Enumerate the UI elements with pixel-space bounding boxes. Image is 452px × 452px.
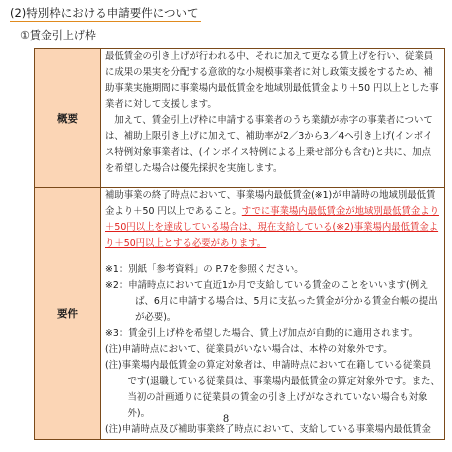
requirements-intro — [105, 188, 440, 252]
note-6: (注)申請時点及び補助事業終了時点において、支給している事業場内最低賃金 — [105, 424, 431, 435]
note-5: (注)事業場内最低賃金の算定対象者は、申請時点において在籍している従業員です(退職している従業員は、事業場内最低賃金の算定対象外です。また、当初の計画通りに従業員の賃金の引き上げがなされていない場合も対象外)。 — [105, 360, 440, 419]
section-title: (2)特別枠における申請要件について — [10, 6, 199, 20]
note-1: ※1：別紙「参考資料」の P.7を参照ください。 — [105, 264, 304, 275]
page-number: 8 — [222, 414, 230, 425]
requirements-label: 要件 — [35, 188, 101, 440]
requirements-intro-text: 補助事業の終了時点において、事業場内最低賃金(※1)が申請時の地域別最低賃金より＋50 円以上であること。 — [105, 190, 436, 217]
note-4: (注)申請時点において、従業員がいない場合は、本枠の対象外です。 — [105, 344, 393, 355]
overview-label: 概要 — [35, 49, 101, 188]
spacer — [105, 252, 440, 262]
table-row-requirements — [35, 188, 445, 440]
overview-paragraph-1: 最低賃金の引き上げが行われる中、それに加えて更なる賃上げを行い、従業員に成果の果実を分配する意欲的な小規模事業者に対し政策支援をするため、補助事業実施期間に事業場内最低賃金を地域別最低賃金より＋50 円以上とした事業者に対して支援します。 — [105, 51, 439, 110]
overview-content — [101, 49, 445, 188]
requirements-emphasis-text: すでに事業場内最低賃金が地域別最低賃金より＋50円以上を達成している場合は、現在支給している(※2)事業場内最低賃金より＋50円以上とする必要があります。 — [105, 206, 439, 249]
note-2: ※2：申請時点において直近1か月で支給している賃金のことをいいます(例えば、6月に申請する場合は、5月に支払った賃金が分かる賃金台帳の提出が必要)。 — [105, 280, 438, 323]
subsection-title: ①賃金引上げ枠 — [20, 29, 96, 42]
requirements-content — [101, 188, 445, 440]
note-3: ※3：賃金引上げ枠を希望した場合、賃上げ加点が自動的に適用されます。 — [105, 328, 419, 339]
requirements-table — [34, 48, 445, 440]
table-row-overview — [35, 49, 445, 188]
overview-paragraph-2: 加えて、賃金引上げ枠に申請する事業者のうち業績が赤字の事業者については、補助上限引き上げに加えて、補助率が2／3から3／4へ引き上げ(インボイス特例対象事業者は、(インボイス特例による上乗せ部分も含む)と共に、加点を希望した場合は優先採択を実施します。 — [105, 115, 433, 174]
